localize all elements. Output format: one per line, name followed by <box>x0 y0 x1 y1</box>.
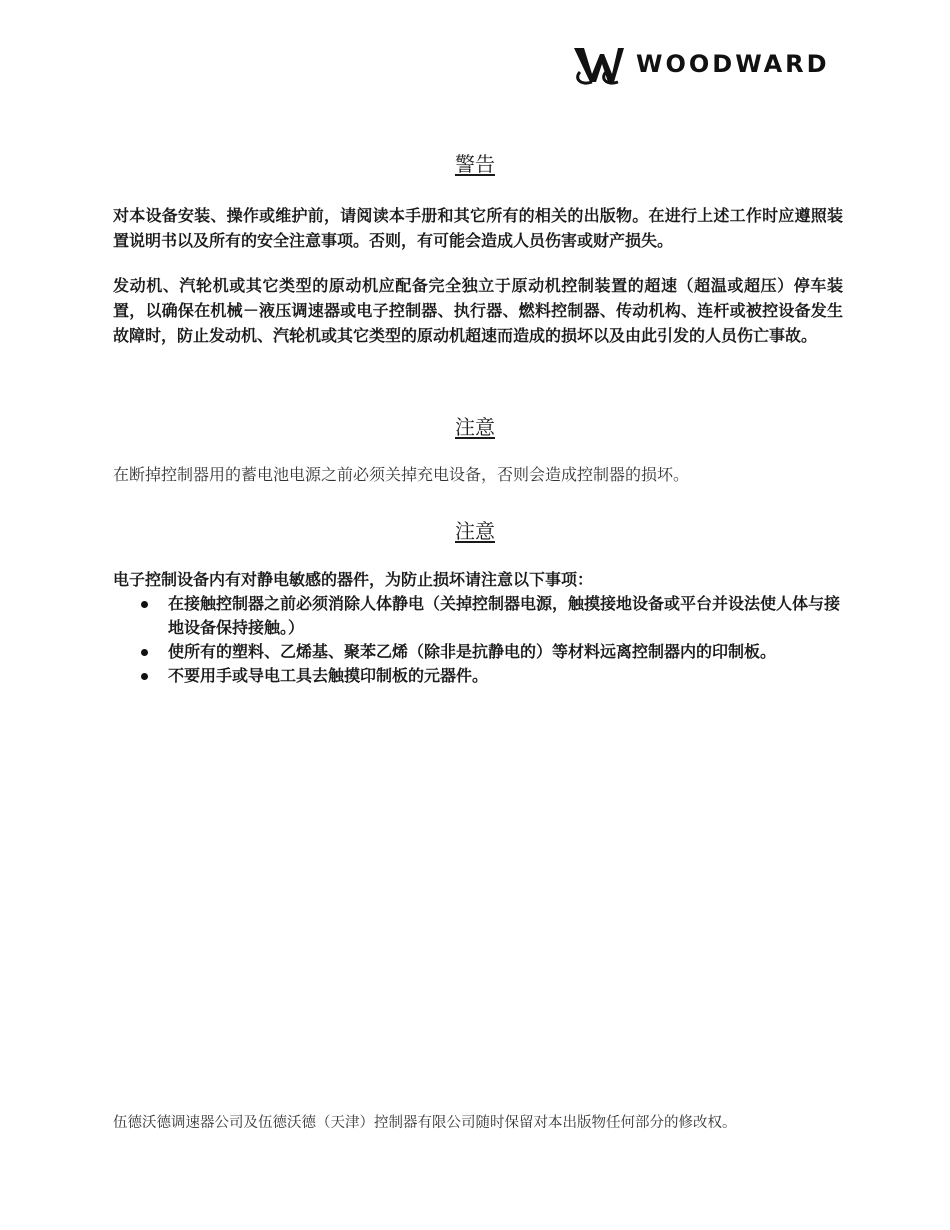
list-item-text: 不要用手或导电工具去触摸印制板的元器件。 <box>168 666 489 685</box>
caution-title-2: 注意 <box>455 519 495 543</box>
list-item-text: 使所有的塑料、乙烯基、聚苯乙烯（除非是抗静电的）等材料远离控制器内的印制板。 <box>168 642 777 661</box>
list-item <box>113 640 843 664</box>
caution-list <box>113 592 843 688</box>
list-item <box>113 664 843 688</box>
warning-title: 警告 <box>455 152 495 176</box>
warning-paragraph-1: 对本设备安装、操作或维护前，请阅读本手册和其它所有的相关的出版物。在进行上述工作时应遵照装置说明书以及所有的安全注意事项。否则，有可能会造成人员伤害或财产损失。 <box>113 206 843 250</box>
footer-note: 伍德沃德调速器公司及伍德沃德（天津）控制器有限公司随时保留对本出版物任何部分的修改权。 <box>113 1115 737 1131</box>
woodward-logo <box>570 42 830 86</box>
caution-title-1: 注意 <box>455 415 495 439</box>
caution-paragraph-1: 在断掉控制器用的蓄电池电源之前必须关掉充电设备，否则会造成控制器的损坏。 <box>113 465 690 484</box>
list-item-text: 在接触控制器之前必须消除人体静电（关掉控制器电源，触摸接地设备或平台并设法使人体与接地设备保持接触。） <box>168 594 841 637</box>
bullet-icon <box>141 673 148 680</box>
bullet-icon <box>141 601 148 608</box>
logo-wordmark: WOODWARD <box>636 50 830 78</box>
woodward-emblem-icon <box>570 42 626 86</box>
warning-paragraph-2: 发动机、汽轮机或其它类型的原动机应配备完全独立于原动机控制装置的超速（超温或超压）停车装置，以确保在机械－液压调速器或电子控制器、执行器、燃料控制器、传动机构、连杆或被控设备发生故障时，防止发动机、汽轮机或其它类型的原动机超速而造成的损坏以及由此引发的人员伤亡事故。 <box>113 276 843 345</box>
caution-intro: 电子控制设备内有对静电敏感的器件，为防止损坏请注意以下事项： <box>113 570 594 589</box>
list-item <box>113 592 843 640</box>
bullet-icon <box>141 649 148 656</box>
